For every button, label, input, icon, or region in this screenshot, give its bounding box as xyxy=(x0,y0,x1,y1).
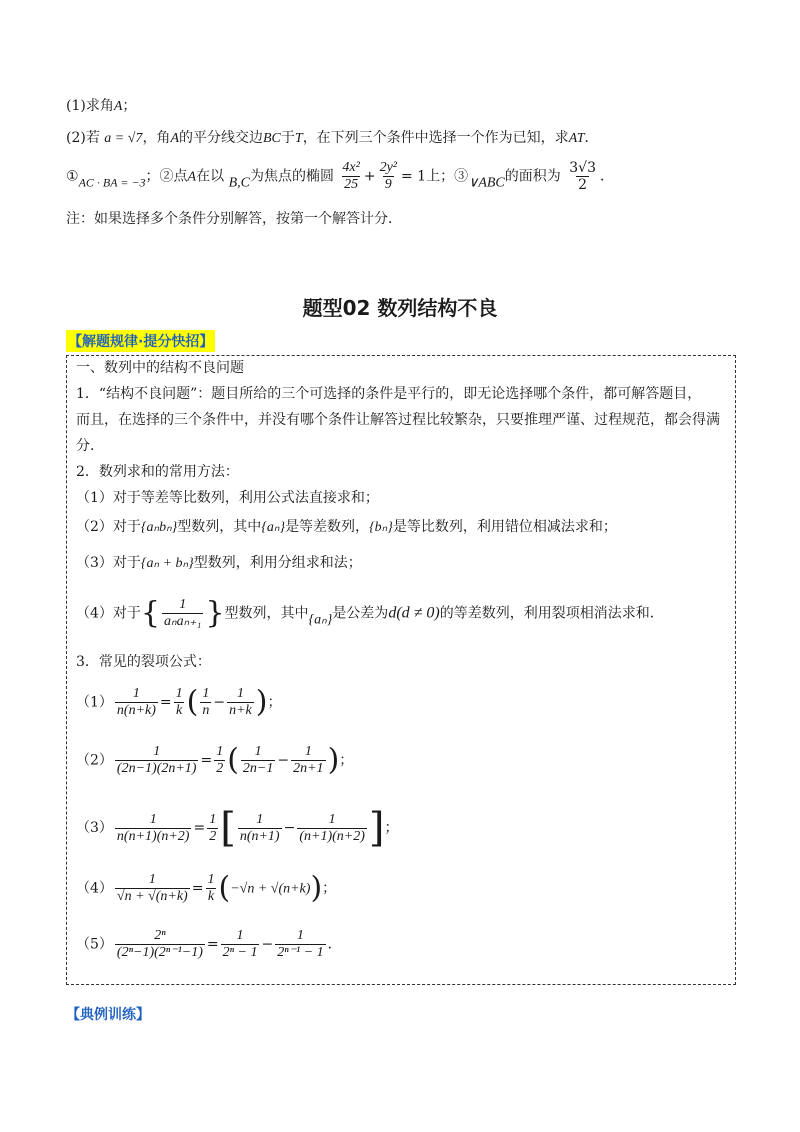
question-1: (1)求角A； xyxy=(66,98,137,114)
note: 注：如果选择多个条件分别解答，按第一个解答计分． xyxy=(66,211,402,227)
box-p3: 3．常见的裂项公式： xyxy=(76,654,211,670)
method-2: （2）对于{aₙbₙ}型数列，其中{aₙ}是等差数列，{bₙ}是等比数列，利用错位相减法求和； xyxy=(76,519,617,535)
box-p1b: 而且，在选择的三个条件中，并没有哪个条件让解答过程比较繁杂，只要推理严谨、过程规范，都会得满 xyxy=(76,412,720,428)
example-tag: 【典例训练】 xyxy=(66,1007,150,1023)
tip-tag: 【解题规律·提分快招】 xyxy=(66,330,215,352)
formula-5: （5） $\frac{\text{2ⁿ}}{\text{(2ⁿ−1)(2ⁿ⁻¹−1)}}$ = $\frac{1}{\text{2ⁿ − 1}}$ − $\frac{1}{\text{2ⁿ⁻¹ − 1}}$ ． xyxy=(76,928,342,960)
formula-3: （3） $\frac{1}{n(n+1)(n+2)}$ = $\frac{1}{2}$ [ $\frac{1}{n(n+1)}$ − $\frac{1}{(n+1)(n+2)}$ ]； xyxy=(76,805,399,851)
method-3: （3）对于{aₙ + bₙ}型数列，利用分组求和法； xyxy=(76,555,362,571)
formula-4: （4） $\frac{1}{√n + √(n+k)}$ = $\frac{1}{k}$ (−√n + √(n+k))； xyxy=(76,870,337,906)
section-title: 题型02 数列结构不良 xyxy=(302,296,498,320)
formula-1: （1） $\frac{1}{n(n+k)}$ = $\frac{1}{k}$ ( $\frac{1}{n}$ − $\frac{1}{n+k}$ )； xyxy=(76,684,282,720)
method-1: （1）对于等差等比数列，利用公式法直接求和； xyxy=(76,490,379,506)
ellipse-term-1: $\frac{\text{4x²}}{25}$ xyxy=(342,160,360,192)
box-heading: 一、数列中的结构不良问题 xyxy=(76,360,244,376)
question-2: (2)若 a = √7，角A的平分线交边BC于T，在下列三个条件中选择一个作为已知，求AT． xyxy=(66,130,599,146)
box-p2: 2．数列求和的常用方法： xyxy=(76,464,239,480)
box-p1a: 1．“结构不良问题”：题目所给的三个可选择的条件是平行的，即无论选择哪个条件，都可解答题目， xyxy=(76,386,702,402)
ellipse-term-2: $\frac{\text{2y²}}{9}$ xyxy=(379,160,397,192)
method-4: （4）对于{ $\frac{1}{\text{aₙaₙ₊₁}}$ }型数列，其中{aₙ}是公差为d(d ≠ 0)的等差数列，利用裂项相消法求和． xyxy=(76,595,664,631)
vector-dot-expression: AC · BA = −3 xyxy=(78,175,146,190)
box-p1c: 分． xyxy=(76,438,104,454)
formula-2: （2） $\frac{1}{(2n-1)(2n+1)}$ = $\frac{1}{2}$ ( $\frac{1}{2n-1}$ − $\frac{1}{2n+1}$ )； xyxy=(76,742,354,778)
area-fraction: $\frac{3√3}{2}$ xyxy=(569,160,596,193)
conditions: ①AC · BA = −3；②点A在以 B,C为焦点的椭圆 $\frac{\text{4x²}}{25}$ + $\frac{\text{2y²}}{9}$ = 1上；③∨ABC的面积为 $\frac{3√3}{2}$ ． xyxy=(66,160,614,193)
